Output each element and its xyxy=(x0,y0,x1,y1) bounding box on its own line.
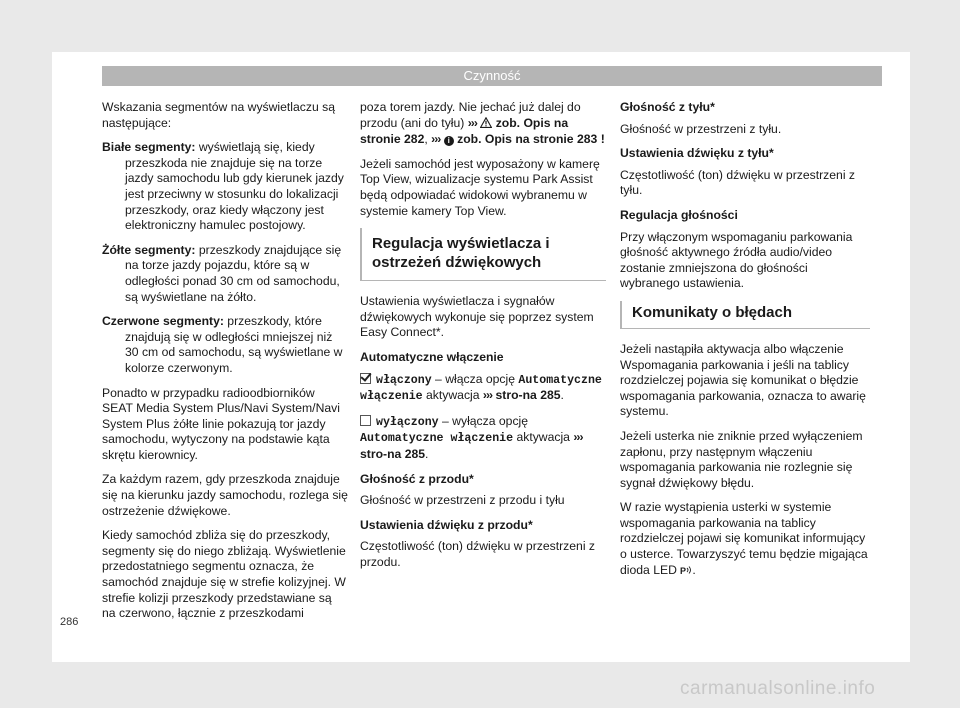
arrow-reference-marker: ››› xyxy=(573,430,583,445)
warning-triangle-icon xyxy=(480,117,492,133)
text: – wyłącza opcję xyxy=(438,413,529,428)
column-1 xyxy=(102,100,348,631)
section-title-display-settings: Regulacja wyświetlacza i ostrzeżeń dźwiękowych xyxy=(360,228,606,281)
subheading: Głośność z przodu* xyxy=(360,471,474,486)
subheading: Automatyczne włączenie xyxy=(360,349,504,364)
page-reference-link[interactable]: zob. Opis na stronie 283 xyxy=(457,132,598,147)
text: W razie wystąpienia usterki w systemie wspomagania parkowania na tablicy rozdzielczej pojawi się komunikat informujący o usterce. Towarzyszyć temu będzie migająca dioda LED xyxy=(620,500,868,577)
option-name: Automatyczne włączenie xyxy=(360,373,602,404)
term: Czerwone segmenty: xyxy=(102,314,224,329)
column-3 xyxy=(620,100,870,588)
option-label: wyłączony xyxy=(376,415,439,429)
term: Żółte segmenty: xyxy=(102,242,196,257)
page-reference-link[interactable]: stro-na 285 xyxy=(360,446,426,461)
text: – włącza opcję xyxy=(431,371,519,386)
section-title-error-messages: Komunikaty o błędach xyxy=(620,301,870,329)
checked-checkbox-icon xyxy=(360,373,371,384)
definition-text: przeszkody, które znajdują się w odległości mniejszej niż 30 cm od samochodu, są wyświetlane w kolorze czerwonym. xyxy=(125,314,343,375)
paragraph: Jeżeli usterka nie zniknie przed wyłączeniem zapłonu, przy następnym włączeniu wspomagania parkowania nie rozlegnie się sygnał dźwiękowy błędu. xyxy=(620,428,863,490)
column-2 xyxy=(360,100,606,579)
paragraph: Kiedy samochód zbliża się do przeszkody, segmenty się do niego zbliżają. Wyświetlenie przedostatniego segmentu oznacza, że samochód znajduje się w strefie kolizyjnej. W strefie kolizji przeszkody przedstawiane są na czerwono, łącznie z przeszkodami xyxy=(102,528,346,621)
svg-text:P: P xyxy=(680,565,687,575)
paragraph: Ustawienia wyświetlacza i sygnałów dźwiękowych wykonuje się poprzez system Easy Connect*. xyxy=(360,294,594,340)
definition-text: przeszkody znajdujące się na torze jazdy pojazdu, które są w odległości ponad 30 cm od samochodu, są wyświetlane na żółto. xyxy=(125,242,342,304)
arrow-reference-marker: ››› xyxy=(467,115,477,130)
paragraph: Ponadto w przypadku radioodbiorników SEAT Media System Plus/Navi System/Navi System Plus żółte linie pokazują tor jazdy samochodu, wytyczony na podstawie kąta skrętu kierownicy. xyxy=(102,385,340,462)
option-name: Automatyczne włączenie xyxy=(360,432,514,446)
page-reference-link[interactable]: zob. Opis na stronie 282 xyxy=(360,115,569,147)
definition-text: wyświetlają się, kiedy przeszkoda nie znajduje się na torze jazdy samochodu lub gdy kierunek jazdy jest przeciwny w stosunku do lokalizacji przeszkody, oraz kiedy włączony jest elektroniczny hamulec postojowy. xyxy=(125,140,344,233)
paragraph: Głośność w przestrzeni z tyłu. xyxy=(620,121,782,136)
term: Białe segmenty: xyxy=(102,140,196,155)
paragraph xyxy=(620,500,870,579)
arrow-reference-marker: ››› xyxy=(431,132,441,147)
manual-page xyxy=(52,52,910,662)
page-number: 286 xyxy=(60,616,79,628)
intro-paragraph: Wskazania segmentów na wyświetlaczu są następujące: xyxy=(102,100,336,130)
paragraph: Częstotliwość (ton) dźwięku w przestrzeni z tyłu. xyxy=(620,167,856,198)
option-on: włączony – włącza opcję Automatyczne włączenie aktywacja ››› stro-na 285. xyxy=(360,371,602,404)
paragraph: Częstotliwość (ton) dźwięku w przestrzeni z przodu. xyxy=(360,539,596,569)
exclamation-mark: ! xyxy=(600,132,605,147)
text: aktywacja xyxy=(513,430,574,445)
info-icon: i xyxy=(444,136,454,146)
paragraph: Głośność w przestrzeni z przodu i tyłu xyxy=(360,493,565,508)
paragraph: Przy włączonym wspomaganiu parkowania głośność aktywnego źródła audio/video zostanie zmniejszona do głośności wybranego ustawienia. xyxy=(620,229,853,291)
page-reference-link[interactable]: stro-na 285 xyxy=(495,388,561,403)
text: poza torem jazdy. Nie jechać już dalej do przodu (ani do tyłu) xyxy=(360,100,581,130)
text: aktywacja xyxy=(422,388,483,403)
subheading: Ustawienia dźwięku z przodu* xyxy=(360,517,533,532)
subheading: Głośność z tyłu* xyxy=(620,100,715,114)
arrow-reference-marker: ››› xyxy=(482,388,493,403)
empty-checkbox-icon xyxy=(360,415,371,426)
option-off: wyłączony – wyłącza opcję Automatyczne włączenie aktywacja ››› stro-na 285. xyxy=(360,413,583,461)
option-label: włączony xyxy=(376,373,432,387)
subheading: Ustawienia dźwięku z tyłu* xyxy=(620,146,774,161)
text: . xyxy=(692,562,696,577)
definition-red-segments xyxy=(102,314,348,376)
parking-assist-icon xyxy=(680,564,692,580)
paragraph: Za każdym razem, gdy przeszkoda znajduje się na kierunku jazdy samochodu, rozlega się ostrzeżenie dźwiękowe. xyxy=(102,472,348,518)
paragraph: Jeżeli samochód jest wyposażony w kamerę Top View, wizualizacje systemu Park Assist będą odpowiadać widokowi wybranemu w systemie kamery Top View. xyxy=(360,156,600,218)
definition-white-segments xyxy=(102,140,348,234)
page-header: Czynność xyxy=(102,66,882,86)
paragraph-continued: poza torem jazdy. Nie jechać już dalej do przodu (ani do tyłu) ››› zob. Opis na stronie 282, ››› i zob. Opis na stronie 283 ! xyxy=(360,100,605,147)
watermark: carmanualsonline.info xyxy=(680,678,876,699)
paragraph: Jeżeli nastąpiła aktywacja albo włączenie Wspomagania parkowania i jeśli na tablicy rozdzielczej pojawia się komunikat o błędzie wspomagania parkowania, oznacza to awarię systemu. xyxy=(620,341,866,419)
definition-yellow-segments xyxy=(102,243,348,305)
subheading: Regulacja głośności xyxy=(620,207,738,222)
